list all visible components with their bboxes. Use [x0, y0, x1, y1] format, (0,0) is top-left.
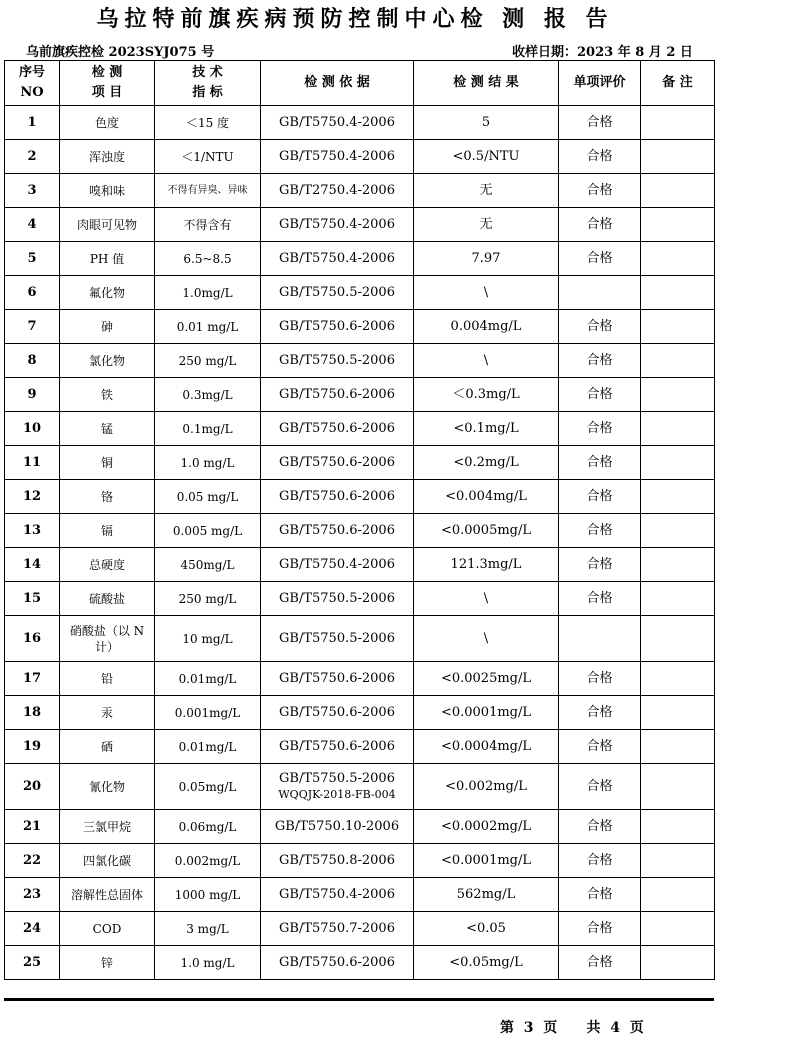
table-row	[5, 764, 715, 810]
row-remark	[641, 582, 715, 616]
row-result: <0.2mg/L	[414, 446, 559, 480]
row-spec: 250 mg/L	[155, 344, 261, 378]
page-footer	[500, 1017, 644, 1037]
row-evaluation: 合格	[559, 174, 641, 208]
row-evaluation: 合格	[559, 730, 641, 764]
row-number: 10	[5, 412, 60, 446]
row-method-primary: GB/T5750.5-2006	[279, 770, 395, 786]
row-spec: 不得有异臭、异味	[155, 174, 261, 208]
header-evaluation: 单项评价	[559, 61, 641, 106]
row-item: 色度	[60, 106, 155, 140]
row-method: GB/T5750.5-2006	[261, 582, 414, 616]
row-spec: 6.5~8.5	[155, 242, 261, 276]
row-item: 氰化物	[60, 764, 155, 810]
row-method: GB/T5750.6-2006	[261, 514, 414, 548]
row-item: 砷	[60, 310, 155, 344]
row-number: 16	[5, 616, 60, 662]
row-item: 锰	[60, 412, 155, 446]
row-number: 11	[5, 446, 60, 480]
row-item: 嗅和味	[60, 174, 155, 208]
row-method: GB/T5750.5-2006	[261, 344, 414, 378]
row-result: \	[414, 276, 559, 310]
row-number: 20	[5, 764, 60, 810]
row-remark	[641, 310, 715, 344]
row-number: 6	[5, 276, 60, 310]
row-evaluation: 合格	[559, 764, 641, 810]
row-number: 12	[5, 480, 60, 514]
row-remark	[641, 106, 715, 140]
row-number: 5	[5, 242, 60, 276]
row-number: 15	[5, 582, 60, 616]
row-evaluation: 合格	[559, 344, 641, 378]
row-remark	[641, 878, 715, 912]
row-evaluation: 合格	[559, 878, 641, 912]
table-row	[5, 208, 715, 242]
table-row	[5, 344, 715, 378]
row-spec: 10 mg/L	[155, 616, 261, 662]
row-spec: 3 mg/L	[155, 912, 261, 946]
row-result: 5	[414, 106, 559, 140]
row-item: 四氯化碳	[60, 844, 155, 878]
row-remark	[641, 412, 715, 446]
row-evaluation: 合格	[559, 208, 641, 242]
table-row	[5, 912, 715, 946]
table-row	[5, 276, 715, 310]
row-method: GB/T5750.4-2006	[261, 106, 414, 140]
row-remark	[641, 514, 715, 548]
header-method: 检 测 依 据	[261, 61, 414, 106]
report-number: 乌前旗疾控检 2023SYJ075 号	[26, 45, 215, 60]
row-evaluation: 合格	[559, 480, 641, 514]
row-spec: 0.01 mg/L	[155, 310, 261, 344]
table-row	[5, 730, 715, 764]
row-evaluation: 合格	[559, 412, 641, 446]
row-spec: 0.001mg/L	[155, 696, 261, 730]
row-item: 硒	[60, 730, 155, 764]
table-row	[5, 514, 715, 548]
row-result: <0.0002mg/L	[414, 810, 559, 844]
row-number: 24	[5, 912, 60, 946]
row-evaluation: 合格	[559, 242, 641, 276]
row-spec: 0.06mg/L	[155, 810, 261, 844]
header-spec	[155, 61, 261, 106]
row-result: 无	[414, 174, 559, 208]
row-number: 8	[5, 344, 60, 378]
row-evaluation: 合格	[559, 310, 641, 344]
row-remark	[641, 548, 715, 582]
table-row	[5, 582, 715, 616]
table-row	[5, 696, 715, 730]
row-item: 总硬度	[60, 548, 155, 582]
row-method: GB/T5750.6-2006	[261, 946, 414, 980]
table-row	[5, 140, 715, 174]
row-method: GB/T5750.6-2006	[261, 412, 414, 446]
row-result: <0.0004mg/L	[414, 730, 559, 764]
row-spec: 0.3mg/L	[155, 378, 261, 412]
row-remark	[641, 946, 715, 980]
row-evaluation: 合格	[559, 582, 641, 616]
row-item: 三氯甲烷	[60, 810, 155, 844]
row-remark	[641, 730, 715, 764]
row-result: <0.0001mg/L	[414, 844, 559, 878]
row-evaluation: 合格	[559, 514, 641, 548]
table-header-row	[5, 61, 715, 106]
row-item: COD	[60, 912, 155, 946]
table-row	[5, 480, 715, 514]
row-item: 硫酸盐	[60, 582, 155, 616]
row-spec: 1.0mg/L	[155, 276, 261, 310]
row-item: 汞	[60, 696, 155, 730]
report-title: 乌拉特前旗疾病预防控制中心检 测 报 告	[96, 6, 614, 32]
row-number: 3	[5, 174, 60, 208]
row-remark	[641, 480, 715, 514]
row-evaluation	[559, 616, 641, 662]
row-result: 121.3mg/L	[414, 548, 559, 582]
row-spec: 1000 mg/L	[155, 878, 261, 912]
row-result: 562mg/L	[414, 878, 559, 912]
receive-date: 收样日期：2023 年 8 月 2 日	[512, 45, 693, 60]
row-evaluation: 合格	[559, 810, 641, 844]
row-number: 23	[5, 878, 60, 912]
table-row	[5, 412, 715, 446]
row-remark	[641, 764, 715, 810]
row-result: <0.1mg/L	[414, 412, 559, 446]
table-row	[5, 844, 715, 878]
row-number: 4	[5, 208, 60, 242]
row-result: \	[414, 344, 559, 378]
row-remark	[641, 378, 715, 412]
row-evaluation: 合格	[559, 378, 641, 412]
row-method: GB/T5750.6-2006	[261, 310, 414, 344]
table-row	[5, 548, 715, 582]
row-method: GB/T5750.6-2006	[261, 480, 414, 514]
row-number: 19	[5, 730, 60, 764]
row-result: <0.0025mg/L	[414, 662, 559, 696]
row-remark	[641, 140, 715, 174]
row-number: 13	[5, 514, 60, 548]
table-row	[5, 810, 715, 844]
row-item: 锌	[60, 946, 155, 980]
row-item: 氟化物	[60, 276, 155, 310]
row-item: 硝酸盐（以 N 计）	[60, 616, 155, 662]
row-item: PH 值	[60, 242, 155, 276]
row-evaluation: 合格	[559, 844, 641, 878]
row-method-secondary: WQQJK-2018-FB-004	[278, 787, 396, 801]
row-evaluation: 合格	[559, 548, 641, 582]
row-evaluation: 合格	[559, 662, 641, 696]
row-remark	[641, 344, 715, 378]
row-remark	[641, 912, 715, 946]
header-no-cn: 序号	[18, 65, 45, 80]
row-method: GB/T5750.6-2006	[261, 662, 414, 696]
row-method: GB/T5750.7-2006	[261, 912, 414, 946]
row-method: GB/T5750.4-2006	[261, 208, 414, 242]
row-evaluation: 合格	[559, 696, 641, 730]
table-row	[5, 662, 715, 696]
row-method: GB/T5750.6-2006	[261, 378, 414, 412]
page-number: 第 3 页	[500, 1020, 558, 1036]
row-result: \	[414, 616, 559, 662]
row-method	[261, 764, 414, 810]
row-evaluation: 合格	[559, 946, 641, 980]
row-method: GB/T5750.5-2006	[261, 616, 414, 662]
row-method: GB/T5750.4-2006	[261, 242, 414, 276]
row-method: GB/T5750.6-2006	[261, 730, 414, 764]
header-spec-line2: 指 标	[192, 85, 223, 100]
row-result: <0.05mg/L	[414, 946, 559, 980]
row-method: GB/T2750.4-2006	[261, 174, 414, 208]
table-row	[5, 446, 715, 480]
row-result: 7.97	[414, 242, 559, 276]
row-number: 17	[5, 662, 60, 696]
header-item	[60, 61, 155, 106]
row-number: 14	[5, 548, 60, 582]
row-number: 22	[5, 844, 60, 878]
row-evaluation: 合格	[559, 106, 641, 140]
row-remark	[641, 696, 715, 730]
header-remark: 备 注	[641, 61, 715, 106]
row-item: 镉	[60, 514, 155, 548]
row-spec: 0.1mg/L	[155, 412, 261, 446]
row-spec: 0.002mg/L	[155, 844, 261, 878]
row-method: GB/T5750.5-2006	[261, 276, 414, 310]
row-result: <0.0005mg/L	[414, 514, 559, 548]
row-spec: 250 mg/L	[155, 582, 261, 616]
row-spec: 1.0 mg/L	[155, 946, 261, 980]
row-remark	[641, 810, 715, 844]
row-result: <0.5/NTU	[414, 140, 559, 174]
row-spec: ＜1/NTU	[155, 140, 261, 174]
row-remark	[641, 446, 715, 480]
header-item-line1: 检 测	[91, 65, 123, 80]
row-number: 18	[5, 696, 60, 730]
row-item: 铅	[60, 662, 155, 696]
row-number: 2	[5, 140, 60, 174]
row-result: 0.004mg/L	[414, 310, 559, 344]
row-evaluation: 合格	[559, 912, 641, 946]
row-evaluation: 合格	[559, 446, 641, 480]
row-result: <0.05	[414, 912, 559, 946]
row-remark	[641, 844, 715, 878]
header-item-line2: 项 目	[91, 85, 123, 100]
page-total: 共 4 页	[586, 1020, 644, 1036]
table-row	[5, 378, 715, 412]
row-remark	[641, 174, 715, 208]
row-result: <0.004mg/L	[414, 480, 559, 514]
row-result: 无	[414, 208, 559, 242]
row-remark	[641, 208, 715, 242]
row-spec: 1.0 mg/L	[155, 446, 261, 480]
row-spec: 450mg/L	[155, 548, 261, 582]
header-spec-line1: 技 术	[192, 65, 223, 80]
row-method: GB/T5750.4-2006	[261, 878, 414, 912]
header-result: 检 测 结 果	[414, 61, 559, 106]
row-result: <0.0001mg/L	[414, 696, 559, 730]
row-item: 浑浊度	[60, 140, 155, 174]
row-spec: 0.05mg/L	[155, 764, 261, 810]
row-item: 氯化物	[60, 344, 155, 378]
table-row	[5, 106, 715, 140]
row-item: 溶解性总固体	[60, 878, 155, 912]
row-remark	[641, 276, 715, 310]
row-remark	[641, 616, 715, 662]
table-row	[5, 946, 715, 980]
row-spec: ＜15 度	[155, 106, 261, 140]
row-item: 铁	[60, 378, 155, 412]
row-number: 7	[5, 310, 60, 344]
row-number: 9	[5, 378, 60, 412]
results-table	[4, 60, 715, 980]
row-spec: 0.01mg/L	[155, 662, 261, 696]
header-no-en: NO	[20, 85, 44, 100]
row-method: GB/T5750.6-2006	[261, 696, 414, 730]
row-method: GB/T5750.4-2006	[261, 140, 414, 174]
bottom-rule	[4, 998, 714, 1001]
row-spec: 0.05 mg/L	[155, 480, 261, 514]
table-row	[5, 242, 715, 276]
row-number: 1	[5, 106, 60, 140]
row-number: 25	[5, 946, 60, 980]
row-method: GB/T5750.8-2006	[261, 844, 414, 878]
row-spec: 不得含有	[155, 208, 261, 242]
row-remark	[641, 662, 715, 696]
row-spec: 0.01mg/L	[155, 730, 261, 764]
row-item: 铬	[60, 480, 155, 514]
row-method: GB/T5750.4-2006	[261, 548, 414, 582]
header-no	[5, 61, 60, 106]
row-item: 铜	[60, 446, 155, 480]
row-number: 21	[5, 810, 60, 844]
row-result: \	[414, 582, 559, 616]
table-row	[5, 174, 715, 208]
row-remark	[641, 242, 715, 276]
row-evaluation	[559, 276, 641, 310]
row-evaluation: 合格	[559, 140, 641, 174]
row-spec: 0.005 mg/L	[155, 514, 261, 548]
row-result: ＜0.3mg/L	[414, 378, 559, 412]
table-row	[5, 616, 715, 662]
table-row	[5, 310, 715, 344]
row-item: 肉眼可见物	[60, 208, 155, 242]
row-result: <0.002mg/L	[414, 764, 559, 810]
table-row	[5, 878, 715, 912]
row-method: GB/T5750.6-2006	[261, 446, 414, 480]
row-method: GB/T5750.10-2006	[261, 810, 414, 844]
